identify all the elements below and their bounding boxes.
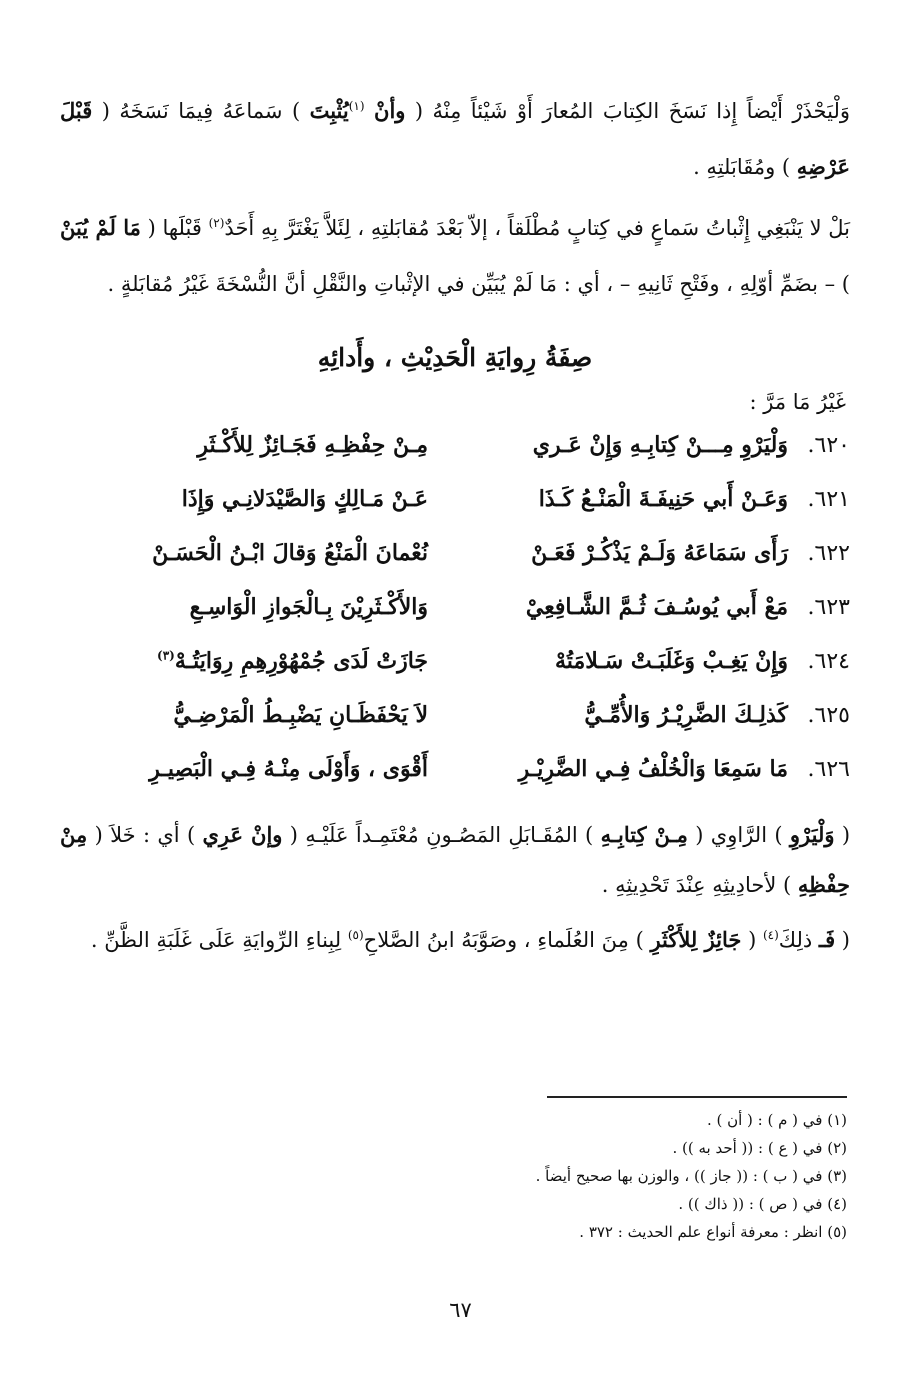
commentary-text: ذلِكَ bbox=[778, 928, 819, 952]
verse-first-hemistich: وَإِنْ يَغِـبْ وَغَلَبَـتْ سَـلامَتُهْ bbox=[555, 648, 788, 674]
commentary-text: ) ومُقَابَلتِهِ . bbox=[693, 155, 797, 179]
verse-number: ٦٢٤. bbox=[807, 649, 850, 674]
verse-line bbox=[60, 756, 850, 810]
commentary-text: ( bbox=[741, 928, 763, 952]
verse-line bbox=[60, 432, 850, 486]
bold-matn-text: وَلْيَرْوِ bbox=[789, 822, 835, 847]
bold-matn-text: يُثْبِتَ bbox=[309, 98, 349, 123]
bold-matn-text: وإنْ عَرِي bbox=[202, 822, 283, 847]
intro-text: غَيْرُ مَا مَرَّ : bbox=[749, 390, 846, 414]
footnote: (٣) في ( ب ) : (( جاز )) ، والوزن بها صحيح أيضاً . bbox=[535, 1167, 847, 1185]
verse-number: ٦٢٦. bbox=[807, 757, 850, 782]
commentary-text: ) مِنَ العُلَماءِ ، وصَوَّبَهُ ابنُ الصَّلاحِ bbox=[363, 928, 651, 952]
top-paragraph-2 bbox=[60, 195, 850, 312]
verse-first-hemistich: رَأَى سَمَاعَهُ وَلَـمْ يَذْكُـرْ فَعَـنْ bbox=[531, 540, 788, 566]
commentary-paragraph-1 bbox=[60, 810, 850, 910]
verse-number: ٦٢٠. bbox=[807, 433, 850, 458]
verse-first-hemistich: وَعَـنْ أَبي حَنِيفَـةَ الْمَنْـعُ كَـذَا bbox=[538, 486, 788, 512]
bold-matn-text: مَا لَمْ يُبَنْ bbox=[60, 215, 141, 240]
bold-matn-text: وأنْ bbox=[374, 98, 406, 123]
verse-second-hemistich: مِـنْ حِفْظِـهِ فَجَـائِزٌ لِلأَكْـثَرِ bbox=[197, 432, 428, 458]
bold-matn-text: قَبْلَ عَرْضِهِ bbox=[60, 98, 850, 179]
verse-second-hemistich: عَـنْ مَـالِكٍ وَالصَّيْدَلانِـي وَإِذَا bbox=[181, 486, 428, 512]
commentary-text: ) أي : خَلاَ ( bbox=[87, 823, 203, 847]
commentary-text: ) لأحادِيثِهِ عِنْدَ تَحْدِيثِهِ . bbox=[601, 873, 798, 897]
commentary-text: ) الرَّاوِي ( bbox=[687, 823, 790, 847]
verse-second-hemistich: جَازَتْ لَدَى جُمْهُوْرِهِمِ رِوَايَتُـهْ$^{(٣)}$ bbox=[157, 648, 428, 674]
commentary-text bbox=[365, 99, 374, 123]
page-number: ٦٧ bbox=[449, 1298, 472, 1322]
verses-block bbox=[60, 432, 850, 810]
commentary-text: ( bbox=[835, 928, 850, 952]
footnote: (١) في ( م ) : ( أن ) . bbox=[706, 1111, 847, 1129]
commentary-text: ) سَماعَهُ فِيمَا نَسَخَهُ ( bbox=[92, 99, 310, 123]
commentary-text: ) – بضَمِّ أوّلِهِ ، وفَتْحِ ثَانِيهِ – ، أي : مَا لَمْ يُبَيِّن في الإثْباتِ والنَّقْلِ أنَّ النُّسْخَةَ غَيْرُ مُقابَلةٍ . bbox=[107, 272, 850, 296]
verse-second-hemistich: لاَ يَحْفَظَـانِ يَضْبِـطُ الْمَرْضِـيُّ bbox=[173, 702, 428, 728]
footnote-marker: (٢) bbox=[208, 216, 225, 230]
footnote: (٥) انظر : معرفة أنواع علم الحديث : ٣٧٢ . bbox=[579, 1223, 847, 1241]
verse-second-hemistich: أَقْوَى ، وَأَوْلَى مِنْـهُ فِـي الْبَصِيـرِ bbox=[149, 756, 428, 782]
commentary-text: ) المُقَـابَلِ المَصُـونِ مُعْتَمِـداً عَلَيْـهِ ( bbox=[282, 823, 601, 847]
section-title: صِفَةُ رِوايَةِ الْحَدِيْثِ ، وأَدائِهِ bbox=[317, 343, 593, 372]
footnote-marker: (٤) bbox=[762, 928, 779, 942]
bold-matn-text: فَـ bbox=[818, 927, 836, 952]
commentary-text: ( bbox=[834, 823, 851, 847]
verse-line bbox=[60, 540, 850, 594]
verse-first-hemistich: وَلْيَرْوِ مِـــنْ كِتابِـهِ وَإِنْ عَـري bbox=[532, 432, 788, 458]
verse-line bbox=[60, 594, 850, 648]
bold-matn-text: جَائِزٌ لِلأَكْثَرِ bbox=[650, 927, 742, 952]
verse-first-hemistich: كَذلِـكَ الضَّرِيْـرُ وَالأُمِّـيُّ bbox=[584, 702, 788, 728]
footnote-marker: (٣) bbox=[157, 648, 175, 663]
footnote: (٢) في ( ع ) : (( أحد به )) . bbox=[672, 1139, 847, 1157]
verse-first-hemistich: مَا سَمِعَا وَالْخُلْفُ فِـي الضَّرِيْـرِ bbox=[518, 756, 788, 782]
verse-line bbox=[60, 486, 850, 540]
footnote-marker: (١) bbox=[348, 99, 365, 113]
verse-line bbox=[60, 648, 850, 702]
footnote: (٤) في ( ص ) : (( ذاك )) . bbox=[678, 1195, 847, 1213]
verse-number: ٦٢٥. bbox=[807, 703, 850, 728]
verse-first-hemistich: مَعْ أَبي يُوسُـفَ ثُـمَّ الشَّـافِعِيْ bbox=[525, 594, 788, 620]
commentary-text: وَلْيَحْذَرْ أَيْضاً إِذا نَسَخَ الكِتابَ المُعارَ أَوْ شَيْئاً مِنْهُ ( bbox=[405, 99, 850, 123]
verse-second-hemistich: وَالأَكْـثَرِيْنَ بِـالْجَوازِ الْوَاسِـعِ bbox=[189, 594, 428, 620]
verse-number: ٦٢١. bbox=[807, 487, 850, 512]
verse-second-hemistich: نُعْمانَ الْمَنْعُ وَقالَ ابْـنُ الْحَسَـنْ bbox=[152, 540, 428, 566]
verse-line bbox=[60, 702, 850, 756]
verse-number: ٦٢٣. bbox=[807, 595, 850, 620]
commentary-text: بَلْ لا يَنْبَغِي إِثْباتُ سَماعٍ في كِتابٍ مُطْلَقاً ، إلاّ بَعْدَ مُقابَلتِهِ ، لِئَلاَّ يَغْتَرَّ بِهِ أَحَدٌ bbox=[224, 216, 851, 240]
footnote-marker: (٥) bbox=[347, 928, 364, 942]
commentary-text: لِبِناءِ الرِّوايَةِ عَلَى غَلَبَةِ الظَّنِّ . bbox=[90, 928, 348, 952]
verse-number: ٦٢٢. bbox=[807, 541, 850, 566]
bold-matn-text: مِنْ حِفْظِهِ bbox=[60, 822, 850, 897]
main-text-column bbox=[60, 78, 850, 965]
commentary-paragraph-2 bbox=[60, 910, 850, 965]
top-paragraph-1 bbox=[60, 78, 850, 195]
bold-matn-text: مِـنْ كِتابِـهِ bbox=[600, 822, 688, 847]
footnotes-block bbox=[535, 1096, 847, 1246]
commentary-text: قَبْلَها ( bbox=[140, 216, 209, 240]
